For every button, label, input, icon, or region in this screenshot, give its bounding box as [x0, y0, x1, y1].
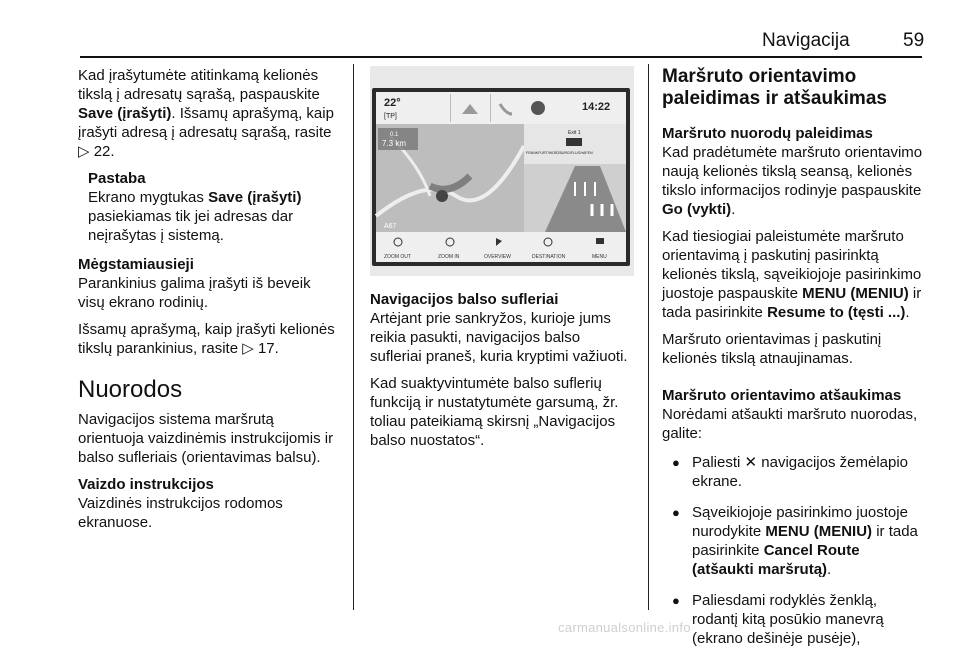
distance-readout: 7.3 km	[382, 139, 407, 148]
favourites-title: Mėgstamiausieji	[78, 256, 194, 273]
voice-text-1: Artėjant prie sankryžos, kurioje jums reikia pasukti, navigacijos balso sufleriai praneš, kuria kryptimi važiuoti.	[370, 310, 628, 365]
page-ref-icon: ▷	[78, 143, 94, 160]
direction-sign: FRANKFURT/WÜRZBURG/FLUGHAFEN	[526, 151, 593, 155]
navigation-screen-image	[370, 66, 634, 276]
cancel-title: Maršruto orientavimo atšaukimas	[662, 387, 902, 404]
column-divider-right	[648, 64, 649, 610]
guidance-heading: Nuorodos	[78, 376, 183, 403]
svg-text:MENU: MENU	[592, 254, 607, 260]
road-label: A67	[384, 223, 397, 230]
svg-text:DESTINATION: DESTINATION	[532, 254, 566, 260]
clock: 14:22	[582, 101, 611, 113]
favourites-text-2: Išsamų aprašymą, kaip įrašyti kelionės tikslų parankinius, rasite ▷ 17.	[78, 321, 335, 357]
watermark: carmanualsonline.info	[558, 620, 691, 635]
favourites-text-1: Parankinius galima įrašyti iš beveik visų ekrano rodinių.	[78, 275, 311, 311]
nav-active-icon	[531, 101, 545, 115]
visual-title: Vaizdo instrukcijos	[78, 476, 214, 493]
next-distance: 0.1	[390, 132, 399, 138]
guidance-text: Navigacijos sistema maršrutą orientuoja vaizdinėmis instrukcijomis ir balso sufleriais (orientavimas balsu).	[78, 411, 334, 466]
exit-label: Exit 1	[568, 130, 581, 136]
start-text-2: Kad tiesiogiai paleistumėte maršruto orientavimą į paskutinį pasirinktą kelionės tikslą, sąveikiojoje pasirinkimo juostoje paspauskite MENU (MENIU) ir tada pasirinkite Resume to (tęsti ...).	[662, 228, 922, 321]
cancel-text: Norėdami atšaukti maršruto nuorodas, galite:	[662, 406, 918, 442]
voice-text-2: Kad suaktyvintumėte balso suflerių funkciją ir nustatytumėte garsumą, žr. toliau pateikiamą skirsnį „Navigacijos balso nuostatos“.	[370, 375, 619, 449]
tp-label: [TP]	[384, 113, 397, 120]
list-item: ● Paliesti ✕ navigacijos žemėlapio ekrane.	[662, 453, 924, 491]
temperature: 22°	[384, 97, 401, 109]
start-text-3: Maršruto orientavimas į paskutinį kelionės tikslą atnaujinamas.	[662, 331, 882, 367]
column-3	[662, 66, 924, 660]
close-icon: ✕	[744, 454, 758, 471]
vehicle-position-icon	[436, 190, 448, 202]
column-1	[78, 66, 340, 540]
start-text-1: Kad pradėtumėte maršruto orientavimo naują kelionės tikslą seansą, kelionės tikslo informacijos rodinyje paspauskite Go (vykti).	[662, 144, 923, 218]
note-block	[78, 169, 340, 245]
column-divider-left	[353, 64, 354, 610]
page-ref-icon: ▷	[242, 340, 258, 357]
intro-paragraph: Kad įrašytumėte atitinkamą kelionės tikslą į adresatų sąrašą, paspauskite Save (įrašyti). Išsamų aprašymą, kaip įrašyti adresą į adresatų sąrašą, rasite ▷ 22.	[78, 67, 334, 160]
section-heading: Maršruto orientavimo paleidimas ir atšaukimas	[662, 66, 887, 109]
note-text: Ekrano mygtukas Save (įrašyti) pasiekiamas tik jei adresas dar neįrašytas į sistemą.	[88, 189, 302, 244]
visual-text: Vaizdinės instrukcijos rodomos ekranuose.	[78, 495, 283, 531]
page-header-title: Navigacija	[762, 30, 850, 51]
column-2	[370, 66, 634, 458]
cancel-options-list	[662, 453, 924, 648]
svg-text:ZOOM OUT: ZOOM OUT	[384, 254, 411, 260]
page-number: 59	[903, 30, 925, 51]
start-title: Maršruto nuorodų paleidimas	[662, 125, 873, 142]
list-item: ● Paliesdami rodyklės ženklą, rodantį kitą posūkio manevrą (ekrano dešinėje pusėje),	[662, 591, 924, 648]
svg-text:ZOOM IN: ZOOM IN	[438, 254, 460, 260]
svg-text:OVERVIEW: OVERVIEW	[484, 254, 511, 260]
list-item: ● Sąveikiojoje pasirinkimo juostoje nurodykite MENU (MENIU) ir tada pasirinkite Cancel Route (atšaukti maršrutą).	[662, 503, 924, 579]
note-title: Pastaba	[88, 170, 146, 187]
voice-title: Navigacijos balso sufleriai	[370, 291, 559, 308]
header-rule	[80, 56, 922, 58]
